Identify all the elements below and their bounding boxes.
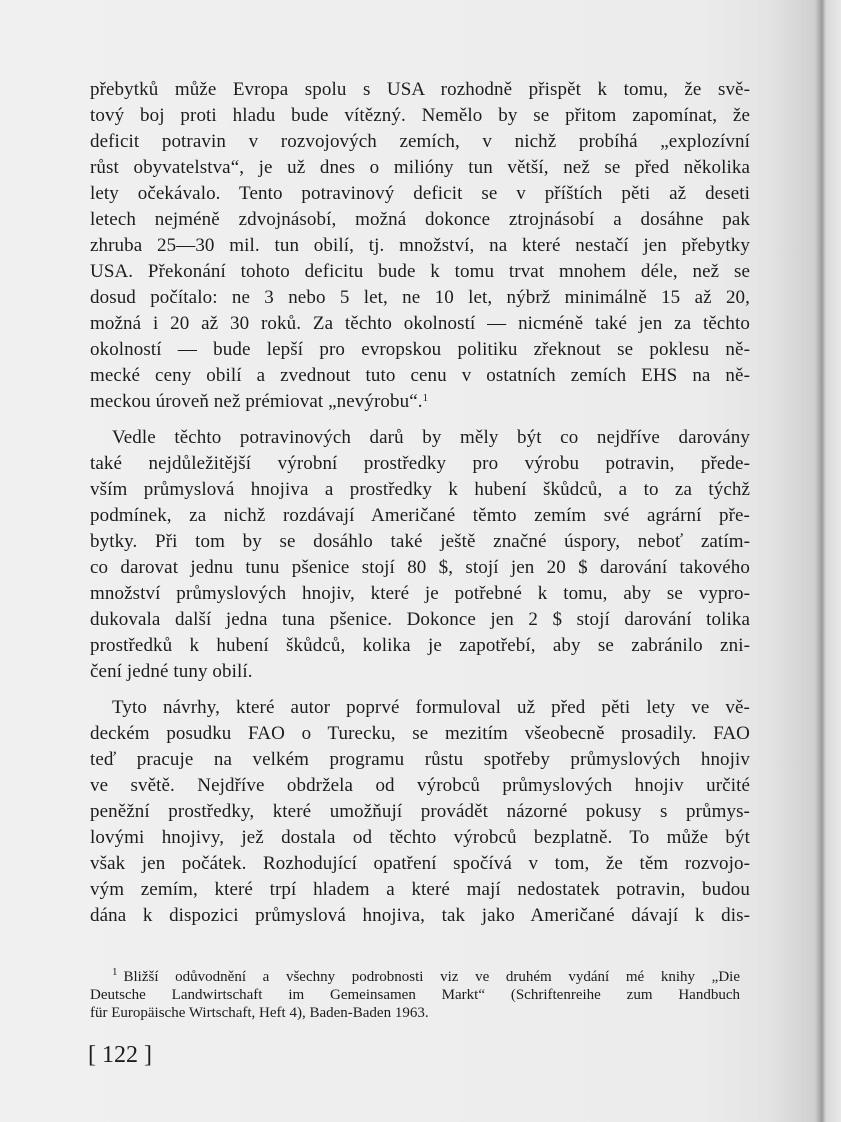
footnote-line — [90, 986, 740, 1004]
text-line — [90, 104, 750, 128]
line-text: deficit potravin v rozvojových zemích, v nichž probíhá „explozívní — [90, 131, 750, 152]
line-text: však jen počátek. Rozhodující opatření spočívá v tom, že těm rozvojo- — [90, 853, 750, 874]
text-line — [90, 208, 750, 232]
footnote-line — [112, 968, 740, 986]
line-text: podmínek, za nichž rozdávají Američané těmto zemím své agrární pře- — [90, 505, 750, 526]
line-text: ve světě. Nejdříve obdržela od výrobců průmyslových hnojiv určité — [90, 775, 750, 796]
line-text: lety očekávalo. Tento potravinový deficit se v příštích pěti až deseti — [90, 183, 750, 204]
line-text: meckou úroveň než prémiovat „nevýrobu“. — [90, 391, 423, 412]
line-text: zhruba 25—30 mil. tun obilí, tj. množství, na které nestačí jen přebytky — [90, 235, 750, 256]
line-text: okolností — bude lepší pro evropskou politiku zřeknout se poklesu ně- — [90, 339, 750, 360]
footnote-reference: 1 — [422, 392, 429, 404]
text-line — [90, 452, 750, 476]
line-text: tový boj proti hladu bude vítězný. Nemělo by se přitom zapomínat, že — [90, 105, 750, 126]
line-text: peněžní prostředky, které umožňují provádět názorné pokusy s průmys- — [90, 801, 750, 822]
text-line — [90, 530, 750, 554]
text-line — [90, 582, 750, 606]
text-line — [90, 338, 750, 362]
text-line — [90, 260, 750, 284]
line-text: možná i 20 až 30 roků. Za těchto okolností — nicméně také jen za těchto — [90, 313, 750, 334]
line-text: mecké ceny obilí a zvednout tuto cenu v ostatních zemích EHS na ně- — [90, 365, 750, 386]
line-text: přebytků může Evropa spolu s USA rozhodně přispět k tomu, že svě- — [90, 79, 750, 100]
line-text: USA. Překonání tohoto deficitu bude k tomu trvat mnohem déle, než se — [90, 261, 750, 282]
text-line — [90, 748, 750, 772]
text-line — [90, 826, 750, 850]
footnote-line — [90, 1004, 740, 1022]
line-text: množství průmyslových hnojiv, které je potřebné k tomu, aby se vypro- — [90, 583, 750, 604]
text-line — [90, 478, 750, 502]
text-line — [90, 852, 750, 876]
line-text: růst obyvatelstva“, je už dnes o milióny tun větší, než se před několika — [90, 157, 750, 178]
line-text: vším průmyslová hnojiva a prostředky k hubení škůdců, a to za týchž — [90, 479, 750, 500]
line-text: deckém posudku FAO o Turecku, se mezitím všeobecně prosadily. FAO — [90, 723, 750, 744]
line-text: dukovala další jedna tuna pšenice. Dokonce jen 2 $ stojí darování tolika — [90, 609, 750, 630]
text-line — [90, 774, 750, 798]
text-line — [90, 608, 750, 632]
text-line — [90, 722, 750, 746]
line-text: teď pracuje na velkém programu růstu spotřeby průmyslových hnojiv — [90, 749, 750, 770]
text-line — [90, 800, 750, 824]
line-text: co darovat jednu tunu pšenice stojí 80 $, stojí jen 20 $ darování takového — [90, 557, 750, 578]
footnote-marker: 1 — [112, 966, 118, 978]
text-line — [90, 390, 750, 414]
text-line — [112, 426, 750, 450]
line-text: Vedle těchto potravinových darů by měly být co nejdříve darovány — [112, 427, 750, 448]
line-text: dána k dispozici průmyslová hnojiva, tak jako Američané dávají k dis- — [90, 905, 750, 926]
line-text: letech nejméně zdvojnásobí, možná dokonce ztrojnásobí a dosáhne pak — [90, 209, 750, 230]
footnote-text: für Europäische Wirtschaft, Heft 4), Baden-Baden 1963. — [90, 1005, 429, 1021]
line-text: lovými hnojivy, jež dostala od těchto výrobců bezplatně. To může být — [90, 827, 750, 848]
text-line — [90, 234, 750, 258]
footnote-text: Deutsche Landwirtschaft im Gemeinsamen Markt“ (Schriftenreihe zum Handbuch — [90, 987, 740, 1003]
line-text: vým zemím, které trpí hladem a které mají nedostatek potravin, budou — [90, 879, 750, 900]
text-line — [90, 634, 750, 658]
text-line — [90, 904, 750, 928]
text-line — [90, 286, 750, 310]
line-text: dosud počítalo: ne 3 nebo 5 let, ne 10 let, nýbrž minimálně 15 až 20, — [90, 287, 750, 308]
text-line — [90, 504, 750, 528]
footnote-text: Bližší odůvodnění a všechny podrobnosti viz ve druhém vydání mé knihy „Die — [123, 969, 740, 985]
line-text: Tyto návrhy, které autor poprvé formuloval už před pěti lety ve vě- — [112, 697, 750, 718]
text-line — [90, 130, 750, 154]
line-text: čení jedné tuny obilí. — [90, 661, 253, 682]
text-line — [112, 696, 750, 720]
text-line — [90, 156, 750, 180]
text-line — [90, 312, 750, 336]
line-text: prostředků k hubení škůdců, kolika je zapotřebí, aby se zabránilo zni- — [90, 635, 750, 656]
text-line — [90, 78, 750, 102]
page-number: [ 122 ] — [88, 1042, 152, 1068]
text-line — [90, 182, 750, 206]
line-text: také nejdůležitější výrobní prostředky pro výrobu potravin, přede- — [90, 453, 750, 474]
text-line — [90, 660, 750, 684]
line-text: bytky. Při tom by se dosáhlo také ještě značné úspory, neboť zatím- — [90, 531, 750, 552]
text-line — [90, 556, 750, 580]
text-line — [90, 364, 750, 388]
text-line — [90, 878, 750, 902]
